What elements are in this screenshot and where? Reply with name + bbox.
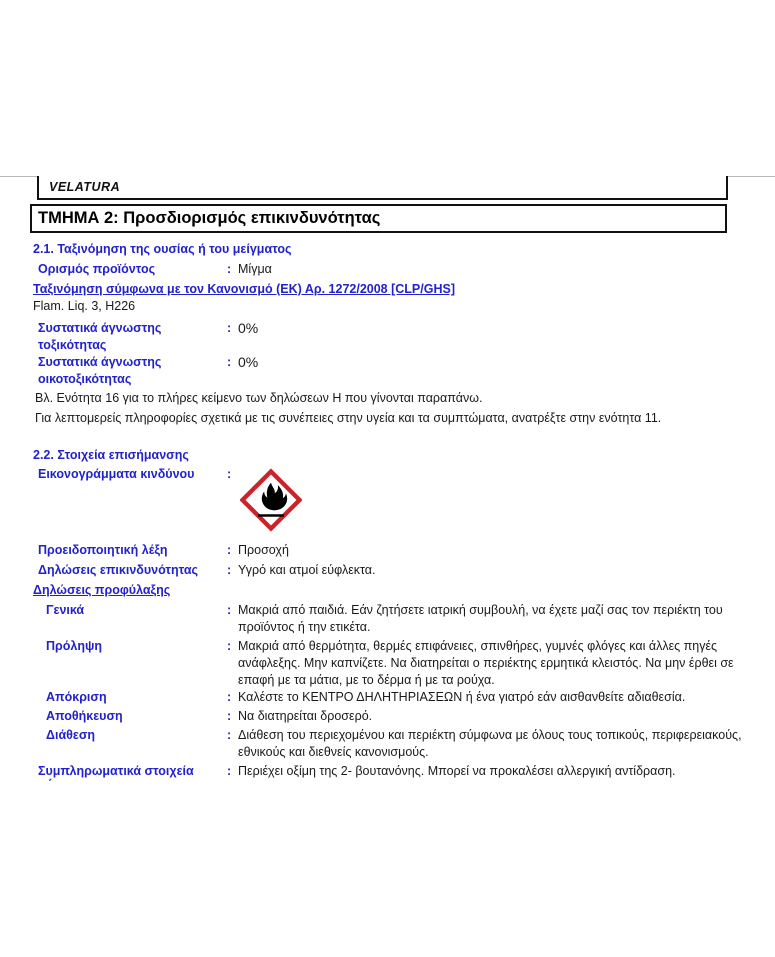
- precautionary-statements-heading: Δηλώσεις προφύλαξης: [33, 583, 171, 597]
- colon-separator: :: [227, 639, 232, 653]
- row-precaution-disposal: [33, 727, 748, 761]
- colon-separator: :: [227, 355, 232, 369]
- precaution-prevention-label: Πρόληψη: [46, 639, 103, 653]
- precaution-storage-value: Να διατηρείται δροσερό.: [238, 709, 373, 723]
- product-definition-value: Μίγμα: [238, 262, 272, 276]
- colon-separator: :: [227, 467, 232, 481]
- supplementary-info-value: Περιέχει οξίμη της 2- βουτανόνης. Μπορεί να προκαλέσει αλλεργική αντίδραση.: [238, 764, 676, 778]
- document-body: [33, 241, 748, 792]
- signal-word-label: Προειδοποιητική λέξη: [38, 543, 168, 557]
- clp-classification-value: Flam. Liq. 3, H226: [33, 299, 136, 313]
- supplementary-info-label-text: Συμπληρωματικά στοιχεία: [38, 764, 194, 778]
- colon-separator: :: [227, 709, 232, 723]
- subsection-2-2-heading: 2.2. Στοιχεία επισήμανσης: [33, 448, 189, 462]
- section-2-title: ΤΜΗΜΑ 2: Προσδιορισμός επικινδυνότητας: [38, 209, 381, 227]
- precaution-general-value: Μακριά από παιδιά. Εάν ζητήσετε ιατρική συμβουλή, να έχετε μαζί σας τον περιέκτη του προϊόντος ή την ετικέτα.: [238, 603, 723, 634]
- precaution-storage-label: Αποθήκευση: [46, 709, 123, 723]
- note-full-text-h-statements: Βλ. Ενότητα 16 για το πλήρες κείμενο των δηλώσεων Η που γίνονται παραπάνω.: [35, 391, 483, 405]
- product-name: VELATURA: [49, 180, 121, 194]
- hazard-statements-value: Υγρό και ατμοί εύφλεκτα.: [238, 563, 376, 577]
- unknown-toxicity-label: Συστατικά άγνωστης τοξικότητας: [38, 321, 162, 352]
- row-supplementary-info: [33, 763, 748, 792]
- supplementary-info-label: [38, 763, 222, 792]
- row-hazard-pictograms: [33, 466, 748, 532]
- colon-separator: :: [227, 563, 232, 577]
- hazard-pictograms-value: [238, 466, 748, 532]
- section-2-header-box: [30, 204, 727, 233]
- hazard-statements-label: Δηλώσεις επικινδυνότητας: [38, 563, 199, 577]
- precaution-general-label: Γενικά: [46, 603, 85, 617]
- document-header-box: [37, 176, 728, 200]
- precaution-response-label: Απόκριση: [46, 690, 107, 704]
- row-precaution-response: [33, 689, 748, 706]
- stray-accent-mark: ΄: [48, 776, 53, 792]
- subsection-2-1-heading: 2.1. Ταξινόμηση της ουσίας ή του μείγματος: [33, 242, 292, 256]
- precaution-prevention-value: Μακριά από θερμότητα, θερμές επιφάνειες, σπινθήρες, γυμνές φλόγες και άλλες πηγές ανάφλεξης. Μην καπνίζετε. Να διατηρείται ο περιέκτης ερμητικά κλειστός. Να μην έρθει σε επαφή με τα μάτια, με το δέρμα ή με τα ρούχα.: [238, 639, 734, 687]
- unknown-ecotoxicity-value: 0%: [238, 354, 259, 370]
- colon-separator: :: [227, 543, 232, 557]
- row-signal-word: [33, 542, 748, 559]
- signal-word-value: Προσοχή: [238, 543, 289, 557]
- product-definition-label: Ορισμός προϊόντος: [38, 262, 156, 276]
- colon-separator: :: [227, 321, 232, 335]
- row-hazard-statements: [33, 562, 748, 579]
- row-unknown-ecotoxicity: [33, 354, 748, 388]
- row-precaution-prevention: [33, 638, 748, 689]
- hazard-pictograms-label: Εικονογράμματα κινδύνου: [38, 467, 195, 481]
- row-precaution-general: [33, 602, 748, 636]
- row-precaution-storage: [33, 708, 748, 725]
- colon-separator: :: [227, 728, 232, 742]
- precaution-response-value: Καλέστε το ΚΕΝΤΡΟ ΔΗΛΗΤΗΡΙΑΣΕΩΝ ή ένα γιατρό εάν αισθανθείτε αδιαθεσία.: [238, 690, 686, 704]
- unknown-ecotoxicity-label: Συστατικά άγνωστης οικοτοξικότητας: [38, 355, 162, 386]
- colon-separator: :: [227, 603, 232, 617]
- unknown-toxicity-value: 0%: [238, 320, 259, 336]
- ghs02-flame-pictogram-icon: [240, 468, 302, 532]
- colon-separator: :: [227, 764, 232, 778]
- note-health-details: Για λεπτομερείς πληροφορίες σχετικά με τις συνέπειες στην υγεία και τα συμπτώματα, ανατρέξτε στην ενότητα 11.: [35, 411, 662, 425]
- row-product-definition: [33, 261, 748, 278]
- clp-classification-heading: Ταξινόμηση σύμφωνα με τον Κανονισμό (ΕΚ) Αρ. 1272/2008 [CLP/GHS]: [33, 282, 455, 296]
- precaution-disposal-label: Διάθεση: [46, 728, 96, 742]
- precaution-disposal-value: Διάθεση του περιεχομένου και περιέκτη σύμφωνα με όλους τους τοπικούς, περιφερειακούς, εθνικούς και διεθνείς κανονισμούς.: [238, 728, 742, 759]
- row-unknown-toxicity: [33, 320, 748, 354]
- colon-separator: :: [227, 690, 232, 704]
- colon-separator: :: [227, 262, 232, 276]
